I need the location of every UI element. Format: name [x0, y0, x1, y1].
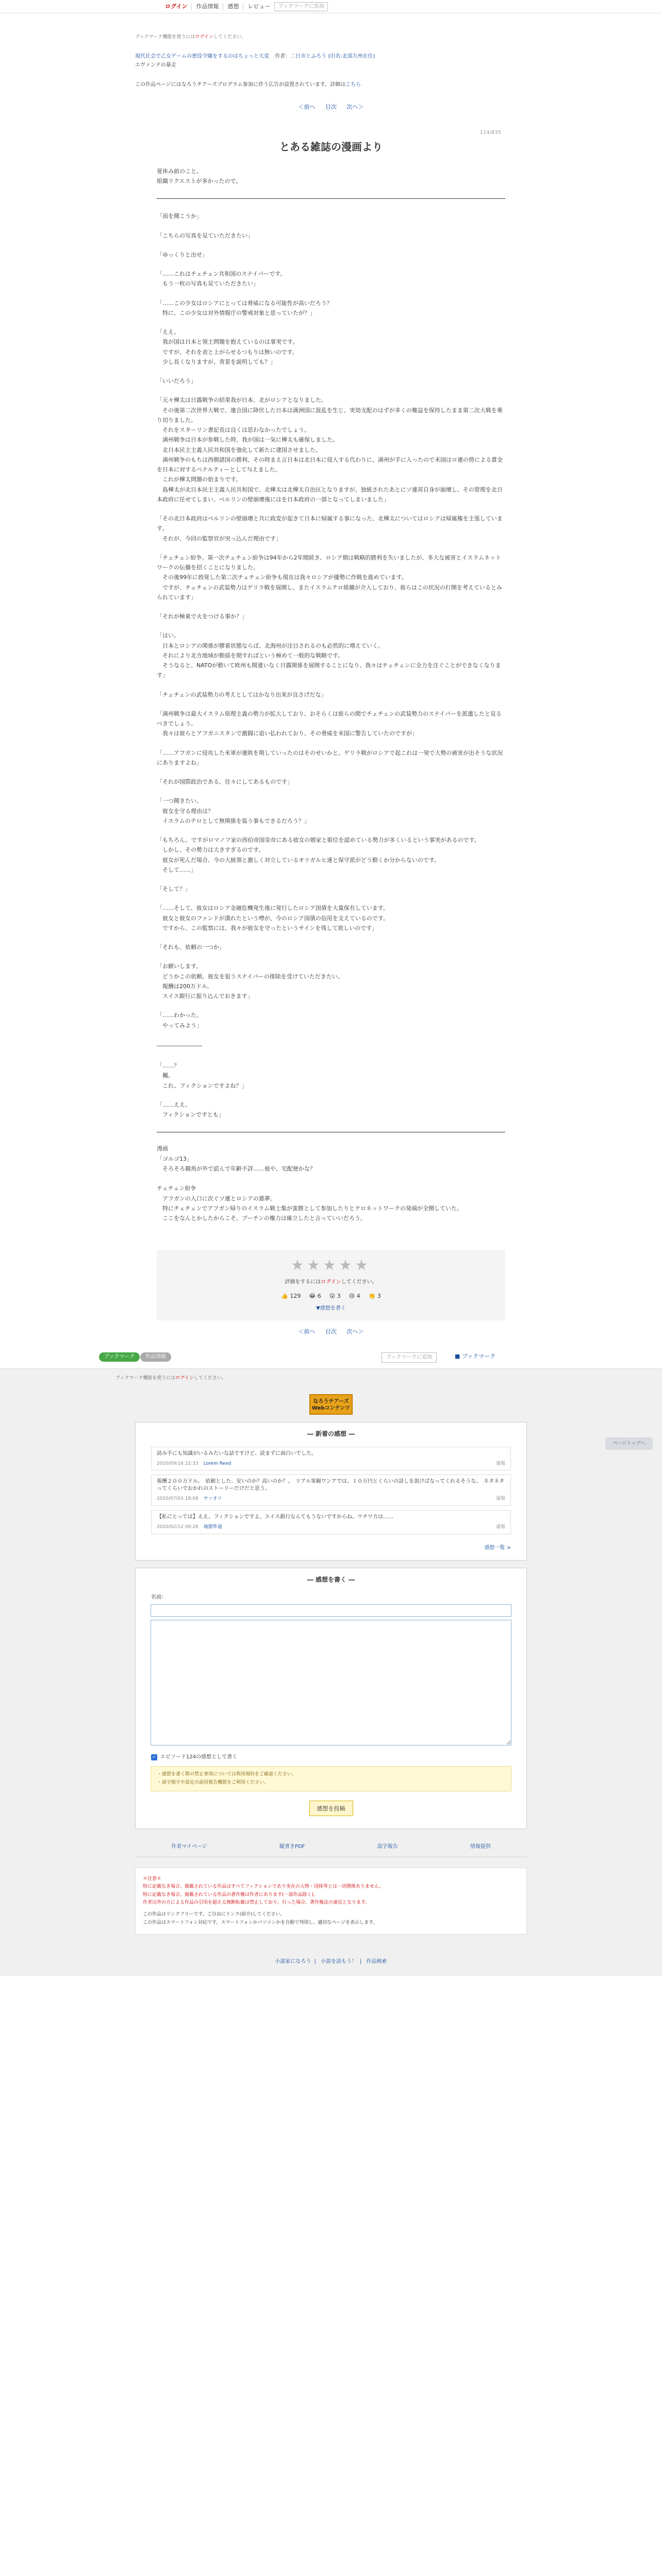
bookmark-link[interactable]: ■ ブックマーク — [455, 1353, 496, 1360]
toc-link[interactable]: 目次 — [325, 103, 337, 110]
typo-report-link[interactable]: 誤字報告 — [377, 1844, 398, 1850]
body-paragraph: 「そして？」 — [157, 886, 191, 893]
promo-notice — [135, 81, 527, 89]
body-paragraph: 「一つ聞きたい。 彼女を守る理由は？ イスラムのテロとして無関係を装う事もできるだろう？」 — [157, 798, 310, 824]
caution-title: ＊注意＊ — [143, 1876, 162, 1882]
work-info-pill[interactable]: 作品情報 — [140, 1352, 171, 1362]
review-user[interactable]: サァオコ — [203, 1496, 222, 1502]
body-paragraph: 「こちらの写真を見ていただきたい」 — [157, 232, 253, 239]
name-label: 名前： — [151, 1595, 167, 1601]
reaction-clap[interactable]: 👏 3 — [368, 1292, 381, 1299]
author-link[interactable]: 二日市とふろう (旧名:北部九州在住) — [290, 53, 375, 59]
name-input[interactable] — [151, 1604, 511, 1617]
review-user[interactable]: Lorem Reed — [203, 1461, 231, 1466]
report-link[interactable]: 通報 — [495, 1461, 505, 1466]
action-bar — [99, 1350, 563, 1365]
pager-top — [135, 103, 527, 111]
reaction-row — [157, 1292, 505, 1300]
evaluation-panel — [157, 1250, 505, 1320]
notice-text: ブックマーク機能を使うには — [115, 1376, 176, 1381]
afterword — [157, 1061, 505, 1120]
nav-reviews[interactable]: レビュー — [247, 3, 271, 10]
body-paragraph: 「元々樺太は日露戦争の結果我が日本、北がロシアとなりました。 その後第二次世界大戦で、連合国に降伏した日本は満洲国に混乱を生じ、実効支配のはずが多くの権益を保持したまま第二次大戦を乗り切りました。 それをスターリン書記長は良くは思わなかったでしょう。 満州戦争は日本が参戦した時、我が国は一気に樺太も確保しました。 北日本民主主義人民共和国を強化して新たに建国させました。 満州戦争のもちは西側諸国の勝利、その時まえ言日本は北日本に侵入する代わりに、満州が手に入ったので米国はロ連の傍による賞金を日本に対するペナルティーとして与えました。 これが樺太問題の始まりです。 島樺太が北日本民主主義人民共和国で、北樺太は北樺太自治区となりますが、独統されたあとにソ連邦自身が崩壊し、その管理を北日本政府に任せてしまい、ベルリンの壁崩壊後にはを日本政府の一部となってしまいました」 — [157, 397, 503, 503]
reviews-title: ― 新着の感想 ― — [307, 1430, 355, 1438]
login-link[interactable]: ログイン — [165, 3, 188, 10]
reaction-good[interactable]: 👍 129 — [281, 1292, 301, 1299]
eval-message — [157, 1279, 505, 1286]
novel-title-row — [135, 53, 527, 60]
body-paragraph: 「……わかった。 やってみよう」 — [157, 1012, 202, 1029]
pdf-link[interactable]: 縦書きPDF — [279, 1844, 305, 1850]
site-link-search[interactable]: 作品検索 — [366, 1958, 387, 1964]
next-link[interactable]: 次へ＞ — [346, 1328, 364, 1335]
body-paragraph: 「ゆっくりと出せ」 — [157, 251, 208, 258]
divider — [191, 3, 192, 10]
body-paragraph: 「チェチェン紛争。第一次チェチェン紛争は94年から2年間続き、ロシア側は戦略的勝利を失いましたが、多大な被害とイスラムネットワークの伝播を招くことになりました。 その後99年に勃発した第二次チェチェン紛争も現在は我々ロシアが優勢に作戦を進めています。 ですが、チェチェンの武装勢力はゲリラ戦を展開し、またイスラムテロ組織が介入しており、彼らはこの状況の打開を考えているとみられています」 — [157, 554, 502, 601]
promo-text: この作品ページにはなろうチアーズプログラム参加に伴う広告が設置されています。詳細は — [135, 81, 346, 88]
body-paragraph: 「もちろん。ですがロマノフ家の西伯帝国皇帝にある彼女の婚家と姫位を認めている勢力が多くいるという事実があるのです。 しかし、その勢力は大きすぎるのです。 彼女が死んだ場合、今の大統領と激しく対立しているオリガルヒ達と保守派がどう動くか分からないのです。 そして……」 — [157, 837, 480, 873]
author-note: 漫画 「ゴルゴ13」 そろそろ競馬が外で読んで年齢不詳……彼や、宅配便かな？ チェチェン紛争 アフガンの入口に次ぐソ連とロシアの悪夢。 特にチェチェンでアフガン帰りのイスラム戦士集が蛮勝として参加したりとテロネットワークの発端が全開していた。 ここをなんとかしたからこそ、プーチンの権力は確立したと言っていいだろう。 — [157, 1145, 463, 1222]
review-meta — [157, 1461, 505, 1467]
caution-red-text: 特に記載なき場合、掲載されている作品はすべてフィクションであり実在の人物・団体等とは一切関係ありません。 特に記載なき場合、掲載されている作品の著作権は作者にあります(一部作品除く)。 作者以外の方による作品の引用を超える無断転載は禁止しており、行った場合、著作権法の違反となります。 — [143, 1884, 384, 1905]
episode-title: とある雑誌の漫画より — [279, 140, 383, 153]
review-date: 2020/02/12 08:28 — [157, 1524, 198, 1530]
report-link[interactable]: 通報 — [495, 1496, 505, 1502]
bookmark-pill[interactable]: ブックマーク — [99, 1352, 140, 1362]
reaction-laugh[interactable]: 😂 6 — [309, 1292, 321, 1299]
notice-text-post: してください。 — [193, 1376, 226, 1381]
main-content — [135, 13, 527, 154]
reaction-surprise[interactable]: 😲 3 — [329, 1292, 341, 1299]
cheers-badge: なろうチアーズ Webコンテンツ — [309, 1394, 353, 1415]
warning-box: ・感想を書く際の禁止事項については利用規約をご確認ください。 ・誤字脱字や設定の誤用報告機能をご利用ください。 — [151, 1766, 511, 1791]
header-bar — [0, 0, 662, 13]
chapter-subtitle: エヴァンテの暴走 — [135, 62, 176, 68]
nav-work-info[interactable]: 作品情報 — [196, 3, 219, 10]
notice-text-post: してください。 — [213, 35, 246, 40]
bookmark-notice-bottom — [0, 1375, 662, 1382]
prev-link[interactable]: ＜前へ — [298, 1328, 316, 1335]
body-paragraph: 「満州戦争は最大イスラム原理主義の勢力が拡大しており、おそらくは彼らの間でチェチェンの武装勢力のスナイパーを派遣したと見るべきでしょう。 我々は彼らとアフガニスタンで激闘に追い払われており、その脅威を米国に警告していたのですが」 — [157, 710, 502, 737]
page-top-button[interactable]: ページトップへ — [605, 1437, 653, 1450]
notice-text: ブックマーク機能を使うには — [135, 35, 195, 40]
reviews-more-link[interactable]: 感想一覧 > — [484, 1545, 511, 1551]
body-paragraph: 「チェチェンの武装勢力の考えとしてはかなり出来が良さげだな」 — [157, 691, 327, 698]
review-user[interactable]: 城猫隼通 — [203, 1524, 222, 1530]
body-paragraph: 「いいだろう」 — [157, 378, 196, 385]
bottom-links: 小説家になろう | 小説を読もう！ | 作品検索 — [275, 1958, 387, 1964]
body-paragraph: 「それが国際政治である、往々にしてあるものです」 — [157, 778, 293, 786]
info-link[interactable]: 情報提供 — [470, 1844, 491, 1850]
body-paragraph: 「それが極東で火をつける事か？」 — [157, 613, 247, 620]
footer-links — [135, 1843, 527, 1857]
bookmark-add-button-bottom[interactable]: ブックマークに追加 — [382, 1352, 437, 1363]
prev-link[interactable]: ＜前へ — [298, 103, 316, 110]
divider-line — [157, 198, 505, 199]
episode-body — [157, 211, 505, 1030]
caution-box — [135, 1868, 527, 1935]
promo-link[interactable]: こちら — [345, 81, 361, 88]
eval-text-post: してください。 — [341, 1279, 377, 1285]
afterword-paragraph: 「……？ 楓。 これ、フィクションですよね？」 — [157, 1062, 247, 1089]
review-item — [151, 1510, 511, 1534]
review-date: 2020/09/16 22:33 — [157, 1461, 198, 1466]
review-item — [151, 1475, 511, 1506]
notice-login-link[interactable]: ログイン — [195, 35, 213, 40]
nav-impressions[interactable]: 感想 — [227, 3, 239, 10]
form-title: ― 感想を書く ― — [307, 1575, 355, 1583]
reaction-cry[interactable]: 😢 4 — [349, 1292, 360, 1299]
body-paragraph: 「ええ。 我が国は日本と領土問題を抱えているのは事実です。 ですが、それを表と上がらせるつもりは無いのです。 少し長くなりますが、背景を説明しても？」 — [157, 329, 299, 365]
bookmark-notice — [135, 34, 527, 41]
dash-line — [157, 1041, 505, 1050]
body-paragraph: 「……そして、彼女はロシア金融危機発生後に発行したロシア国債を大量保有しています。 彼女と彼女のファンドが潰れたという噂が、今のロシア国債の信用を支えているのです。 ですから、この監察には、我々が彼女を守ったというサインを残して欲しいのです」 — [157, 905, 389, 931]
preface — [157, 166, 505, 187]
body-paragraph: 「……この少女はロシアにとっては脅威になる可能性が高いだろう？ 特に、この少女は対外情報庁の警戒対象と思っていたが？」 — [157, 299, 333, 316]
site-link-narou[interactable]: 小説家になろう — [275, 1958, 311, 1964]
checkbox-label: エピソード124の感想として書く — [160, 1754, 238, 1760]
episode-count: 114/835 — [479, 129, 501, 135]
write-review-toggle[interactable]: ▼感想を書く — [316, 1306, 346, 1312]
body-paragraph: 「それも、依頼の一つか」 — [157, 944, 225, 951]
footer-area — [0, 1368, 662, 1975]
afterword-paragraph: 「……ええ。 フィクションですとも」 — [157, 1101, 224, 1118]
recent-reviews-panel — [135, 1422, 527, 1561]
notice-login-link[interactable]: ログイン — [175, 1376, 194, 1381]
body-paragraph: 「雨を聞こうか」 — [157, 213, 202, 220]
review-form — [135, 1568, 527, 1829]
body-paragraph: 「……アフガンに侵攻した米軍が連敗を期していったのはそのせいかと。ゲリラ戦がロシアで起これは一発で大勢の被害が出そうな状況にありますよね」 — [157, 749, 503, 766]
site-link-yomou[interactable]: 小説を読もう！ — [321, 1958, 357, 1964]
rating-stars[interactable]: ★★★★★ — [291, 1257, 371, 1274]
review-item — [151, 1447, 511, 1471]
episode-checkbox-row[interactable] — [136, 1754, 526, 1761]
author-page-link[interactable]: 作者マイページ — [171, 1844, 207, 1850]
author-label: 作者： — [275, 53, 291, 59]
review-text: 【私にとっては】ええ、フィクションですよ。スイス銀行なんてもうないですからね。ウチワ方は…… — [157, 1514, 394, 1520]
preface-text: 夏休み前のこと。 組織リクエストが多かったので。 — [157, 167, 242, 185]
review-date: 2020/07/03 18:08 — [157, 1496, 198, 1502]
eval-text: 評価をするには — [285, 1279, 321, 1285]
review-text: 報酬２００万ドル。 依頼とした、安いのか？高いのか？。 リアル客観ワンアでは、１０万円とくらいの話しを説けばなってくれるそうな。 ネタネタってくらいでおかれのストーリーだけだと思う。 — [157, 1479, 505, 1492]
report-link[interactable]: 通報 — [495, 1524, 505, 1530]
submit-review-button[interactable]: 感想を投稿 — [309, 1801, 353, 1816]
body-paragraph: 「はい。 日本とロシアの関係が膠着状態ならば、北海州が注目されるのも必然的に増えていく。 それにより北方地域が動揺を期すればという極めて一般的な戦略です。 そうなると、NATOが動いて欧州も間違いなく日露関係を展開することになり、我々はチェチェンに全力を注ぐことができなくなります」 — [157, 632, 501, 679]
novel-title-link[interactable]: 現代社会で乙女ゲームの悪役令嬢をするのはちょっと大変 — [135, 53, 269, 59]
review-meta — [157, 1524, 505, 1531]
body-paragraph: 「その北日本政府はベルリンの壁崩壊と共に政変が起きて日本に帰属する事になった、北樺太についてはロシアは帰属権を主張しています。 それが、今回の監察官が突っ込んだ理由です」 — [157, 515, 503, 542]
bookmark-add-button[interactable]: ブックマークに追加 — [274, 2, 327, 11]
next-link[interactable]: 次へ＞ — [346, 103, 364, 110]
review-meta — [157, 1496, 505, 1502]
review-body-input[interactable] — [151, 1620, 511, 1745]
dash-text: ―――――――― — [157, 1042, 202, 1049]
eval-login-link[interactable]: ログイン — [321, 1279, 341, 1285]
caution-text: この作品はリンクフリーです。ご自由にリンク(紹介)してください。 この作品はスマートフォン対応です。スマートフォンかパソコンかを自動で判別し、適切なページを表示します。 — [143, 1912, 378, 1925]
toc-link[interactable]: 目次 — [325, 1328, 337, 1335]
pager-bottom — [0, 1328, 662, 1335]
checkbox-checked-icon[interactable]: ✓ — [151, 1754, 157, 1760]
body-paragraph: 「お願いします。 どうかこの依頼、彼女を狙うスナイパーの排除を受けていただきたい。 報酬は200万ドル。 スイス銀行に振り込んでおきます」 — [157, 963, 343, 1000]
review-text: 読み手にも知識がいるみたいな話ですけど、読まずに面白いでした。 — [157, 1450, 317, 1456]
body-paragraph: 「……これはチェチェン共和国のスナイパーです。 もう一枚の写真も見ていただきたい」 — [157, 270, 286, 287]
